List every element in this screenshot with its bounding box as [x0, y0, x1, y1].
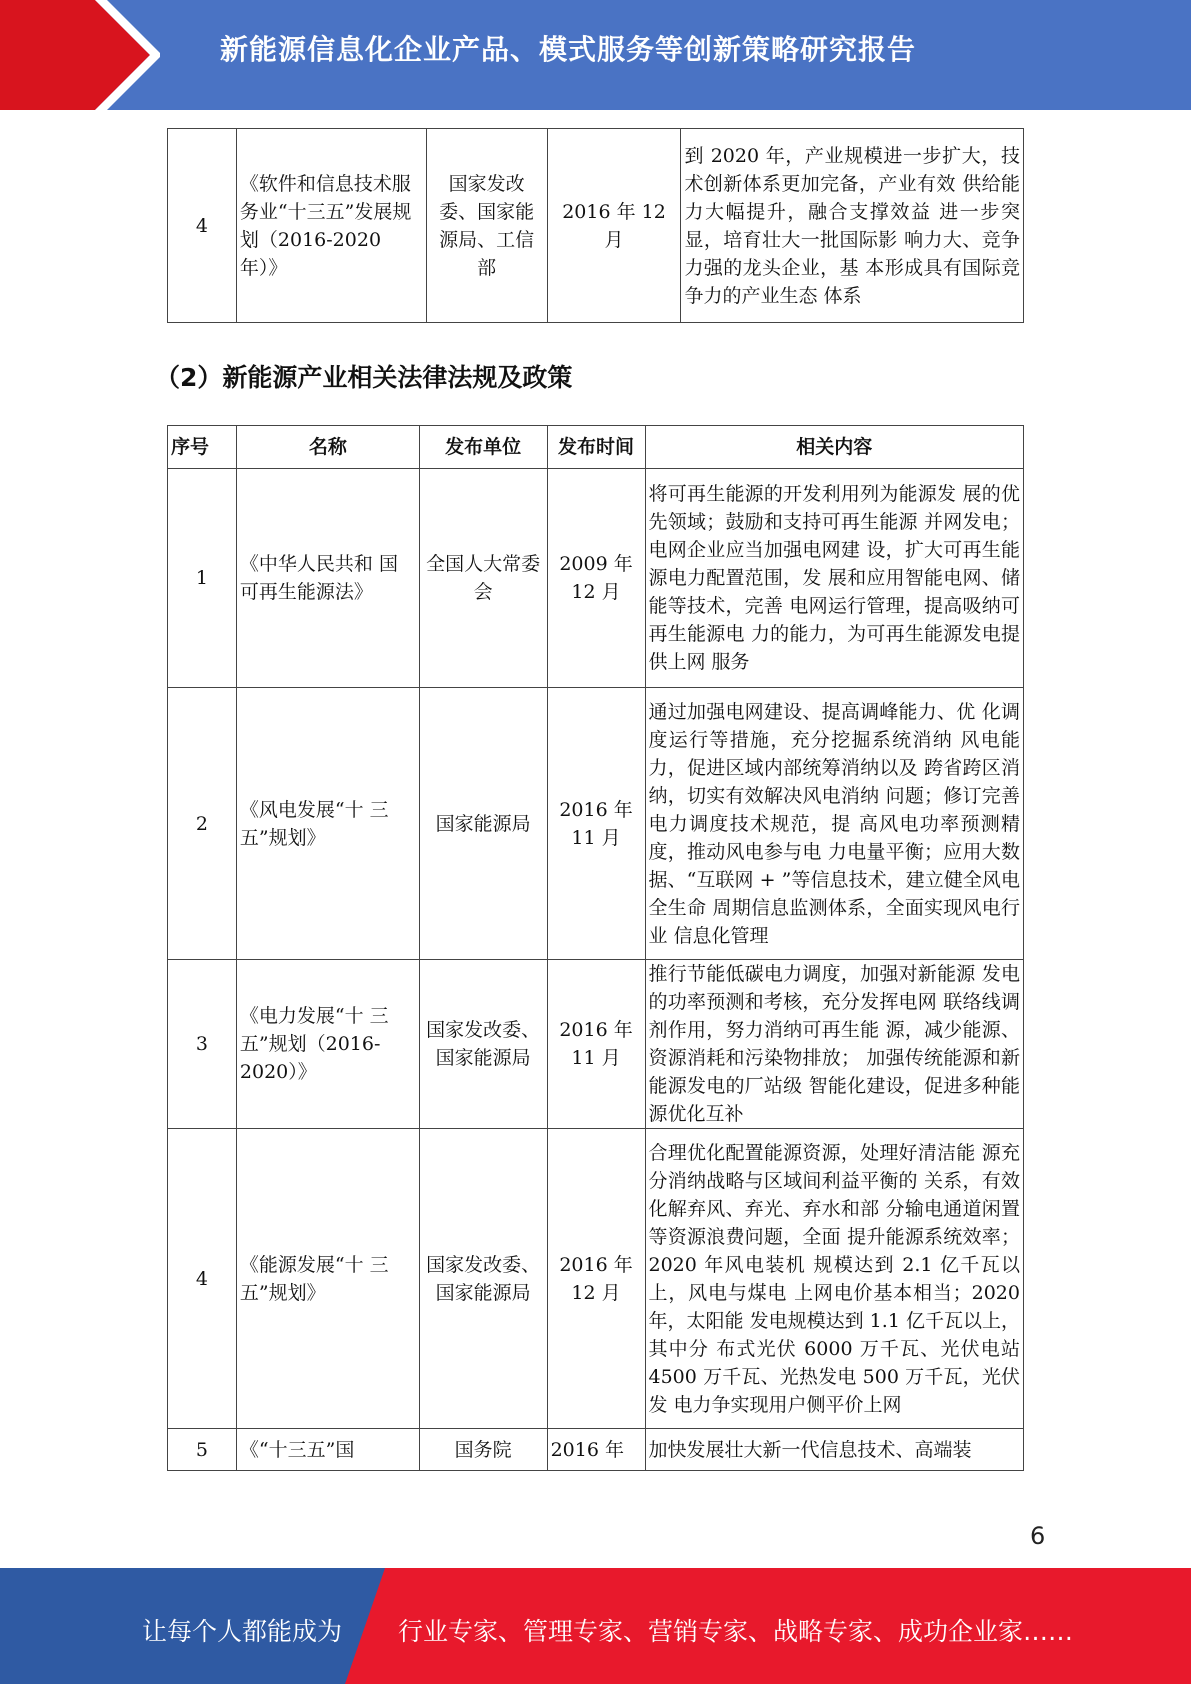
policy-table-continued [167, 128, 1024, 323]
policy-date: 2016 年 12 月 [547, 1129, 645, 1429]
row-number: 1 [168, 469, 237, 688]
policy-name: 《中华人民共和 国可再生能源法》 [236, 469, 419, 688]
header-content: 相关内容 [645, 426, 1024, 469]
policy-issuer: 国家发改委、国家能源局 [419, 1129, 547, 1429]
policy-date: 2016 年 11 月 [547, 960, 645, 1129]
policy-name: 《“十三五”国 [236, 1429, 419, 1471]
policy-table [167, 425, 1024, 1471]
policy-date: 2016 年 [547, 1429, 645, 1471]
table-row [168, 960, 1024, 1129]
policy-name: 《能源发展“十 三五”规划》 [236, 1129, 419, 1429]
row-number: 4 [168, 1129, 237, 1429]
policy-content: 加快发展壮大新一代信息技术、高端装 [645, 1429, 1024, 1471]
policy-issuer: 国务院 [419, 1429, 547, 1471]
policy-content: 到 2020 年，产业规模进一步扩大，技术创新体系更加完备，产业有效 供给能力大幅提升，融合支撑效益 进一步突显，培育壮大一批国际影 响力大、竞争力强的龙头企业，基 本形成具有国际竞争力的产业生态 体系 [681, 129, 1024, 323]
policy-date: 2016 年 11 月 [547, 688, 645, 960]
footer-slogan-left: 让每个人都能成为 [142, 1617, 343, 1646]
policy-issuer: 国家能源局 [419, 688, 547, 960]
policy-issuer: 国家发改委、国家能源局、工信部 [426, 129, 547, 323]
policy-issuer: 全国人大常委会 [419, 469, 547, 688]
page-number: 6 [1030, 1522, 1046, 1550]
policy-content: 合理优化配置能源资源，处理好清洁能 源充分消纳战略与区域间利益平衡的 关系，有效化解弃风、弃光、弃水和部 分输电通道闲置等资源浪费问题，全面 提升能源系统效率；2020 年风电装机 规模达到 2.1 亿千瓦以上，风电与煤电 上网电价基本相当；2020 年，太阳能 发电规模达到 1.1 亿千瓦以上，其中分 布式光伏 6000 万千瓦、光伏电站 4500 万千瓦、光热发电 500 万千瓦，光伏发 电力争实现用户侧平价上网 [645, 1129, 1024, 1429]
row-number: 5 [168, 1429, 237, 1471]
table-row [168, 469, 1024, 688]
policy-content: 将可再生能源的开发利用列为能源发 展的优先领域；鼓励和支持可再生能源 并网发电；电网企业应当加强电网建 设，扩大可再生能源电力配置范围，发 展和应用智能电网、储能等技术，完善 电网运行管理，提高吸纳可再生能源电 力的能力，为可再生能源发电提供上网 服务 [645, 469, 1024, 688]
policy-content: 通过加强电网建设、提高调峰能力、优 化调度运行等措施，充分挖掘系统消纳 风电能力，促进区域内部统筹消纳以及 跨省跨区消纳，切实有效解决风电消纳 问题；修订完善电力调度技术规范，提 高风电功率预测精度，推动风电参与电 力电量平衡；应用大数据、“互联网 + ”等信息技术，建立健全风电全生命 周期信息监测体系，全面实现风电行业 信息化管理 [645, 688, 1024, 960]
section-heading: （2）新能源产业相关法律法规及政策 [155, 363, 573, 392]
policy-date: 2016 年 12 月 [547, 129, 681, 323]
row-number: 3 [168, 960, 237, 1129]
policy-issuer: 国家发改委、国家能源局 [419, 960, 547, 1129]
table-row [168, 688, 1024, 960]
header-date: 发布时间 [547, 426, 645, 469]
policy-content: 推行节能低碳电力调度，加强对新能源 发电的功率预测和考核，充分发挥电网 联络线调剂作用，努力消纳可再生能 源，减少能源、资源消耗和污染物排放； 加强传统能源和新能源发电的厂站级 智能化建设，促进多种能源优化互补 [645, 960, 1024, 1129]
table-row [168, 129, 1024, 323]
row-number: 4 [168, 129, 237, 323]
footer-slogan-right: 行业专家、管理专家、营销专家、战略专家、成功企业家…… [398, 1617, 1074, 1646]
policy-name: 《电力发展“十 三五”规划（2016-2020）》 [236, 960, 419, 1129]
header-issuer: 发布单位 [419, 426, 547, 469]
row-number: 2 [168, 688, 237, 960]
header-name: 名称 [236, 426, 419, 469]
policy-name: 《软件和信息技术服务业“十三五”发展规划（2016-2020 年）》 [236, 129, 426, 323]
table-header-row [168, 426, 1024, 469]
policy-date: 2009 年 12 月 [547, 469, 645, 688]
policy-name: 《风电发展“十 三五”规划》 [236, 688, 419, 960]
table-row [168, 1129, 1024, 1429]
table-row [168, 1429, 1024, 1471]
header-title: 新能源信息化企业产品、模式服务等创新策略研究报告 [220, 33, 917, 66]
header-no: 序号 [168, 426, 237, 469]
